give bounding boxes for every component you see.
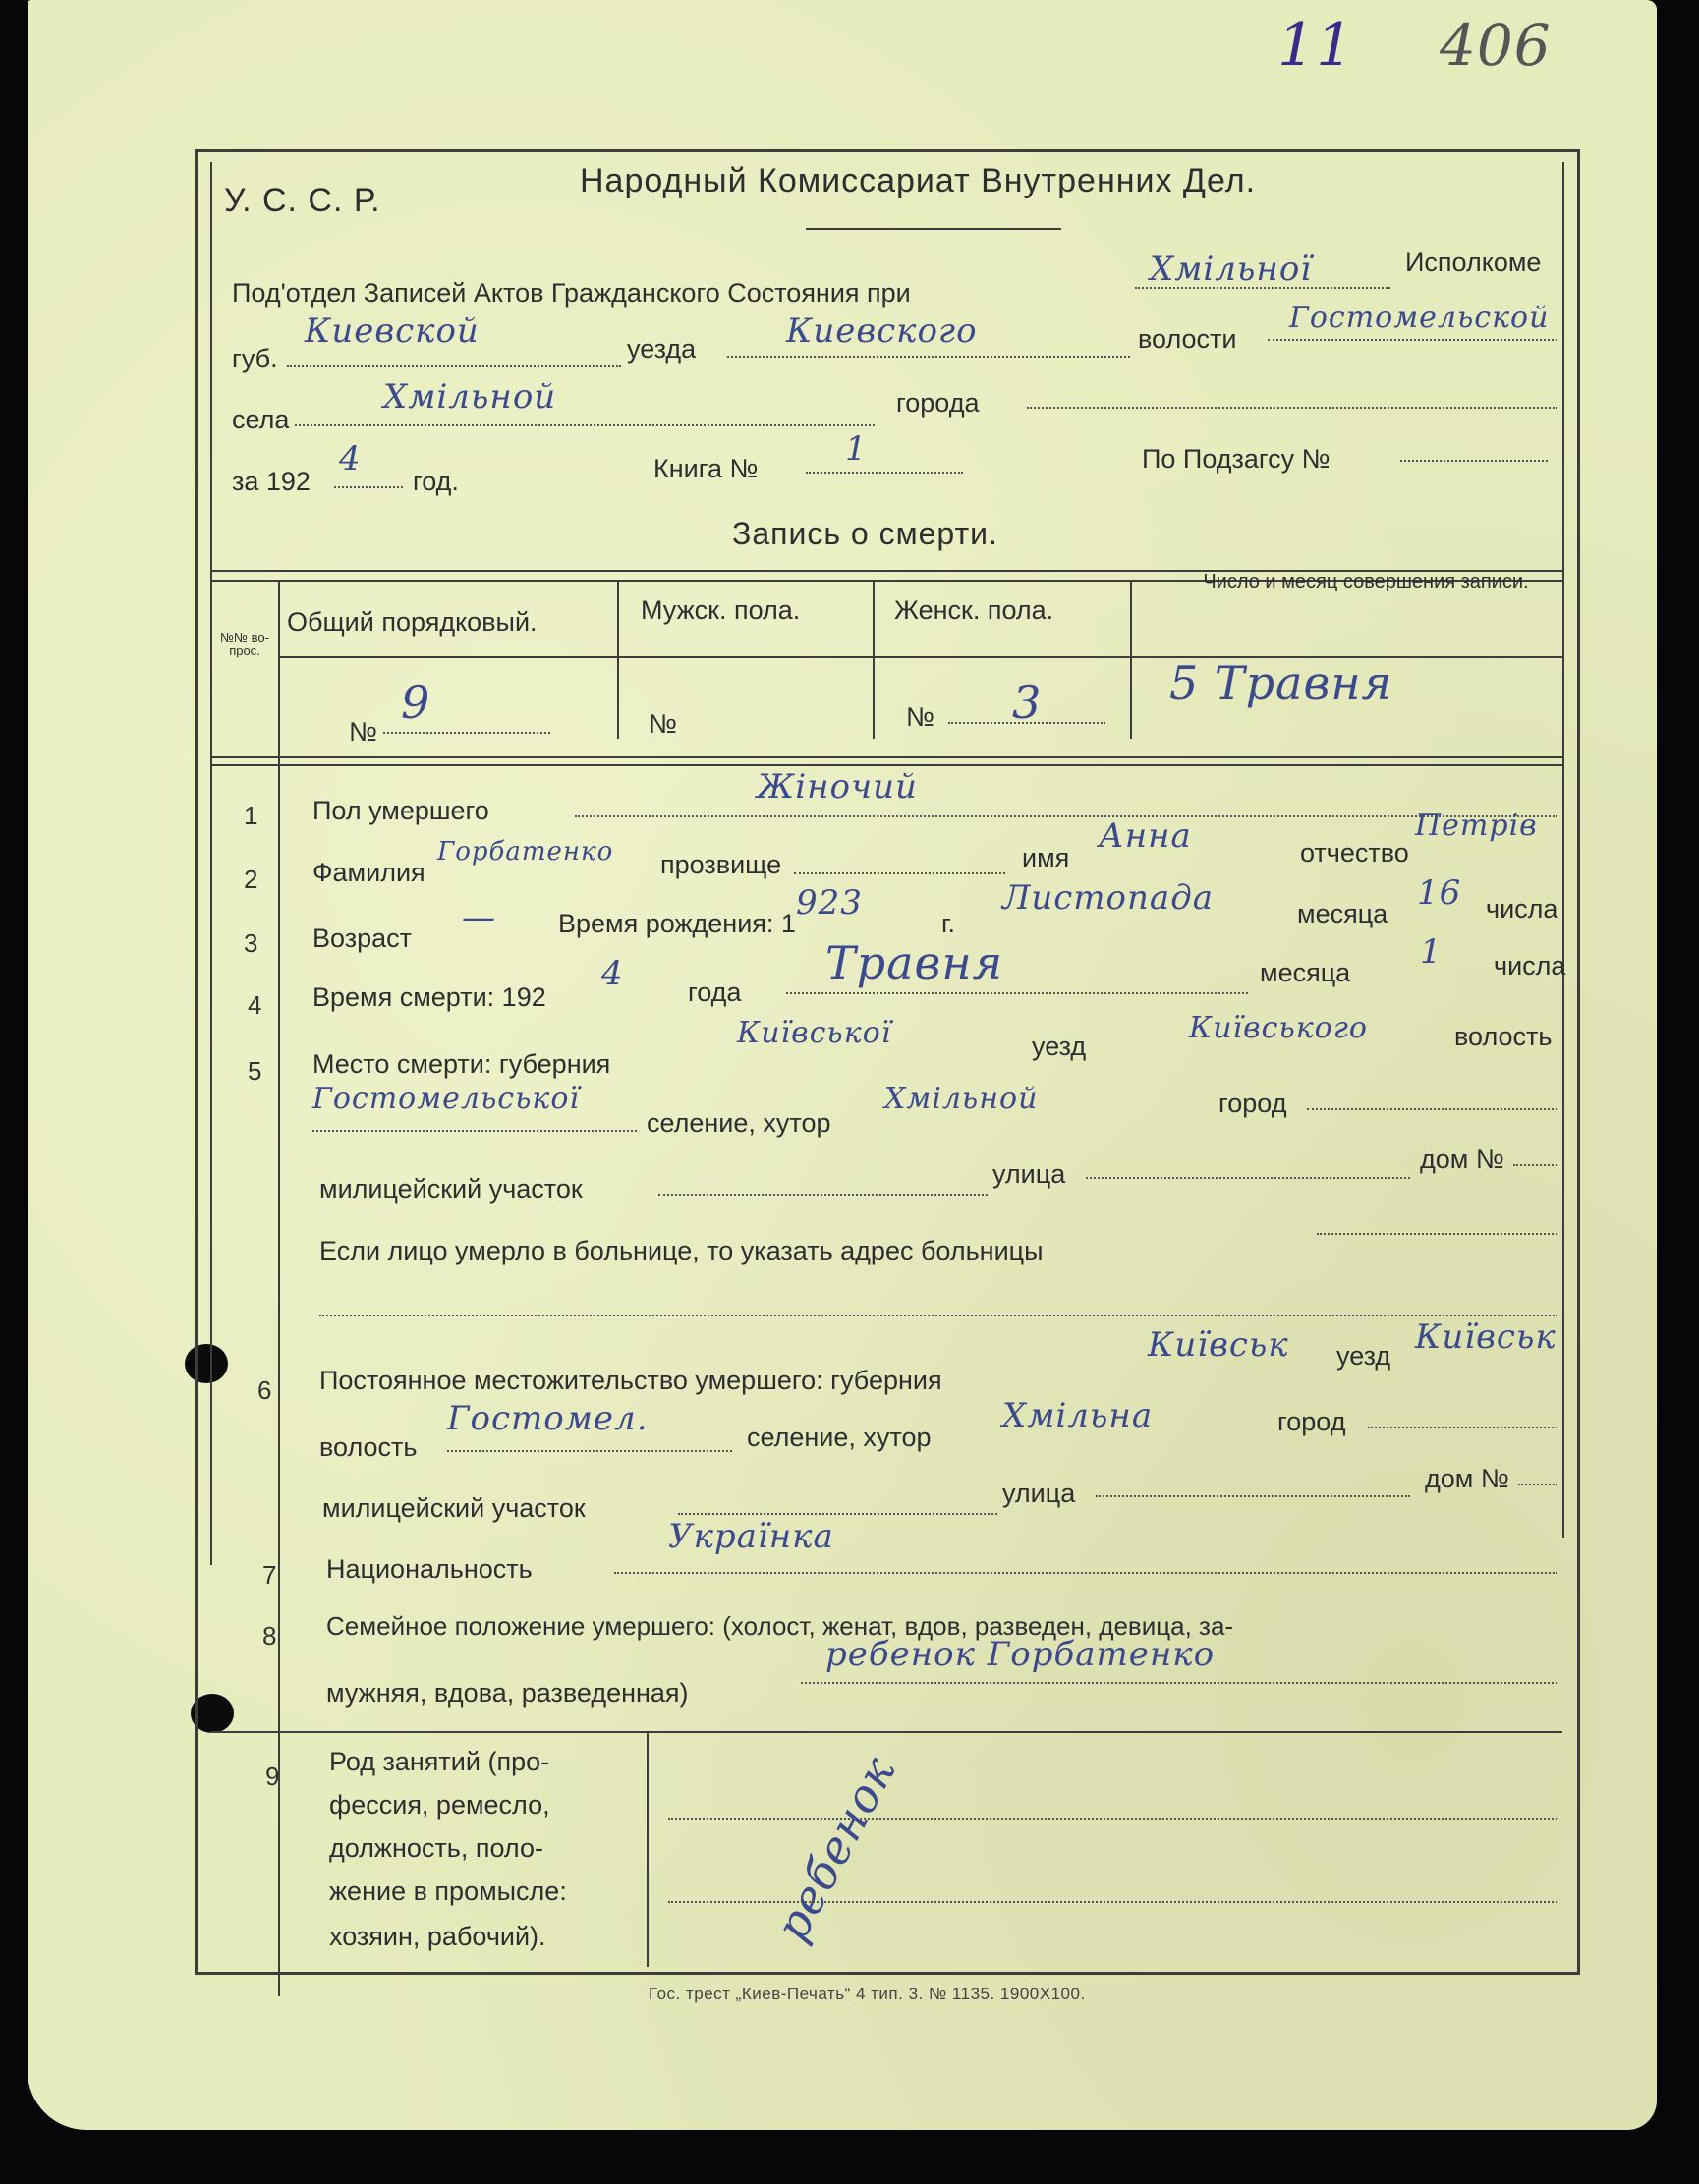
r2-nick-label: прозвище xyxy=(660,850,782,879)
r9-value: ребенок xyxy=(765,1747,906,1950)
printer-footer: Гос. трест „Киев-Печать“ 4 тип. 3. № 1135. 1900Х100. xyxy=(649,1985,1086,2003)
r6-label: Постоянное местожительство умершего: губерния xyxy=(319,1366,942,1395)
r4-month-line xyxy=(786,992,1248,994)
r6-city-line xyxy=(1368,1427,1557,1428)
gorod-label: города xyxy=(896,388,980,418)
r3-birth-year: 923 xyxy=(796,883,863,923)
r3-birth-label: Время рождения: 1 xyxy=(558,909,796,938)
r1-label: Пол умершего xyxy=(312,796,489,825)
r9-top-line xyxy=(210,1731,1562,1733)
r5-house-label: дом № xyxy=(1420,1145,1504,1174)
r5-volost-line xyxy=(312,1130,637,1132)
r2-surname-value: Горбатенко xyxy=(437,837,614,867)
volost-label: волости xyxy=(1138,324,1237,354)
r9-label-4: жение в промысле: xyxy=(329,1876,567,1906)
subdepartment-label: Под'отдел Записей Актов Гражданского Состояния при xyxy=(232,278,911,308)
subdepartment-line xyxy=(1135,287,1390,289)
general-no-line xyxy=(383,732,550,734)
r3-birth-g: г. xyxy=(941,909,956,938)
row-number: 7 xyxy=(262,1560,277,1590)
r5-volost-label: волость xyxy=(1454,1022,1553,1051)
r5-street-label: улица xyxy=(992,1159,1066,1189)
r7-label: Национальность xyxy=(326,1554,533,1584)
r3-day-value: 16 xyxy=(1417,873,1462,913)
r5-volost-value: Гостомельської xyxy=(312,1082,581,1116)
r5-militia-label: милицейский участок xyxy=(319,1174,583,1204)
r9-line xyxy=(668,1818,1557,1820)
subzags-label: По Подзагсу № xyxy=(1142,444,1331,474)
row-number: 1 xyxy=(244,801,258,830)
subzags-line xyxy=(1400,460,1548,462)
form-frame-inner xyxy=(1562,162,1564,1538)
r4-month-value: Травня xyxy=(825,936,1004,989)
table-head-line xyxy=(210,764,1562,766)
r6-uezd-value: Київськ xyxy=(1415,1317,1557,1357)
year-line xyxy=(334,486,403,488)
r8-line xyxy=(801,1682,1557,1684)
col-general: Общий порядковый. xyxy=(287,607,538,637)
r9-label-5: хозяин, рабочий). xyxy=(329,1922,546,1951)
r6-volost-line xyxy=(447,1450,732,1452)
gub-label: губ. xyxy=(232,344,278,373)
row-number: 2 xyxy=(244,865,258,894)
r5-hospital-line xyxy=(1317,1233,1557,1235)
form-frame-inner xyxy=(210,162,212,1565)
r4-day-value: 1 xyxy=(1420,932,1443,972)
year-label: за 192 xyxy=(232,467,311,496)
volost-value: Гостомельской xyxy=(1289,301,1550,335)
r6-village-value: Хмільна xyxy=(1002,1396,1154,1435)
r6-uezd-label: уезд xyxy=(1336,1341,1391,1371)
year-value: 4 xyxy=(339,439,362,478)
uezd-line xyxy=(727,356,1130,358)
col-female: Женск. пола. xyxy=(894,595,1054,625)
r9-label-1: Род занятий (про- xyxy=(329,1747,550,1776)
r6-volost-value: Гостомел. xyxy=(447,1399,649,1438)
row-number: 4 xyxy=(248,990,262,1020)
row-number: 9 xyxy=(265,1762,280,1791)
record-date-value: 5 Травня xyxy=(1169,656,1392,709)
header-divider xyxy=(806,228,1061,230)
r4-month-label: месяца xyxy=(1260,958,1351,987)
r6-house-label: дом № xyxy=(1425,1464,1509,1493)
r5-label: Место смерти: губерния xyxy=(312,1049,611,1079)
r1-line xyxy=(575,815,1557,817)
r2-patr-label: отчество xyxy=(1300,838,1409,868)
r5-village-value: Хмільной xyxy=(884,1082,1039,1116)
r5-militia-line xyxy=(658,1194,988,1196)
book-value: 1 xyxy=(845,429,868,469)
row-number: 6 xyxy=(257,1375,272,1405)
r5-house-line xyxy=(1513,1164,1557,1166)
gub-line xyxy=(287,365,621,367)
col-date: Число и месяц совершения записи. xyxy=(1203,571,1529,592)
r4-year-label: года xyxy=(688,978,742,1007)
r4-label: Время смерти: 192 xyxy=(312,982,546,1012)
subdepartment-value: Хмільної xyxy=(1150,250,1313,289)
volost-line xyxy=(1268,339,1557,341)
selo-value: Хмільной xyxy=(383,377,557,417)
gorod-line xyxy=(1027,407,1557,409)
selo-label: села xyxy=(232,405,290,434)
r8-label-1: Семейное положение умершего: (холост, женат, вдов, разведен, девица, за- xyxy=(326,1611,1234,1641)
r2-name-label: имя xyxy=(1022,843,1070,872)
row-number: 3 xyxy=(244,928,258,958)
r2-patr-value: Петрів xyxy=(1415,809,1538,843)
r6-militia-label: милицейский участок xyxy=(322,1493,586,1523)
col-male: Мужск. пола. xyxy=(641,595,801,625)
female-no-line xyxy=(948,722,1105,724)
r9-label-2: фессия, ремесло, xyxy=(329,1790,550,1820)
r8-value: ребенок Горбатенко xyxy=(825,1635,1216,1674)
book-label: Книга № xyxy=(653,454,759,483)
archive-mark-left: 11 xyxy=(1277,11,1355,80)
table-col-line xyxy=(1130,582,1132,739)
r8-label-2: мужняя, вдова, разведенная) xyxy=(326,1678,689,1708)
r6-street-line xyxy=(1096,1495,1410,1497)
row-number: 8 xyxy=(262,1621,277,1651)
r3-day-label: числа xyxy=(1486,894,1558,924)
r5-uezd-value: Київського xyxy=(1189,1011,1368,1045)
r5-village-label: селение, хутор xyxy=(647,1108,831,1138)
r9-divider xyxy=(647,1733,649,1967)
r7-value: Українка xyxy=(668,1517,834,1556)
col-questions: №№ во-прос. xyxy=(220,630,269,658)
r6-village-label: селение, хутор xyxy=(747,1423,932,1452)
general-no-prefix: № xyxy=(349,717,377,747)
commissariat-heading: Народный Комиссариат Внутренних Дел. xyxy=(580,162,1257,199)
r5-gub-value: Київської xyxy=(737,1016,892,1050)
r3-month-value: Листопада xyxy=(1002,878,1215,918)
selo-line xyxy=(295,424,875,426)
r9-label-3: должность, поло- xyxy=(329,1833,543,1863)
r6-street-label: улица xyxy=(1002,1479,1076,1508)
r7-line xyxy=(614,1572,1557,1574)
uezd-value: Киевского xyxy=(786,311,978,351)
r5-hospital-line-2 xyxy=(319,1315,1557,1316)
r5-hospital-label: Если лицо умерло в больнице, то указать адрес больницы xyxy=(319,1236,1044,1265)
record-title: Запись о смерти. xyxy=(732,516,998,551)
female-no-prefix: № xyxy=(906,702,934,732)
r4-day-label: числа xyxy=(1494,951,1566,980)
r6-militia-line xyxy=(678,1513,997,1515)
book-line xyxy=(806,472,963,474)
r3-age-label: Возраст xyxy=(312,924,412,953)
r6-gub-value: Київськ xyxy=(1148,1325,1289,1365)
r5-uezd-label: уезд xyxy=(1032,1032,1087,1061)
r1-value: Жіночий xyxy=(757,767,918,807)
r2-name-value: Анна xyxy=(1099,816,1192,856)
row-number: 5 xyxy=(248,1056,262,1086)
female-no-value: 3 xyxy=(1012,676,1043,729)
r6-house-line xyxy=(1518,1484,1557,1485)
republic-heading: У. С. С. Р. xyxy=(224,182,381,219)
r2-nick-line xyxy=(794,872,1005,874)
r5-street-line xyxy=(1086,1177,1410,1179)
r3-age-value: — xyxy=(462,898,496,937)
gub-value: Киевской xyxy=(305,311,480,351)
year-suffix: год. xyxy=(413,467,459,496)
uezd-label: уезда xyxy=(627,334,697,364)
archive-mark-right: 406 xyxy=(1440,12,1552,79)
r4-year: 4 xyxy=(601,954,624,993)
r2-surname-label: Фамилия xyxy=(312,858,425,887)
general-no-value: 9 xyxy=(401,676,431,729)
table-col-line xyxy=(617,582,619,739)
r6-city-label: город xyxy=(1277,1407,1346,1436)
r5-city-label: город xyxy=(1218,1089,1287,1118)
table-head-line xyxy=(210,756,1562,758)
r3-month-label: месяца xyxy=(1297,899,1388,928)
r6-volost-label: волость xyxy=(319,1432,418,1462)
subdepartment-suffix: Исполкоме xyxy=(1405,248,1542,277)
table-col-line xyxy=(873,582,875,739)
male-no-prefix: № xyxy=(649,709,677,739)
r5-city-line xyxy=(1307,1108,1557,1110)
